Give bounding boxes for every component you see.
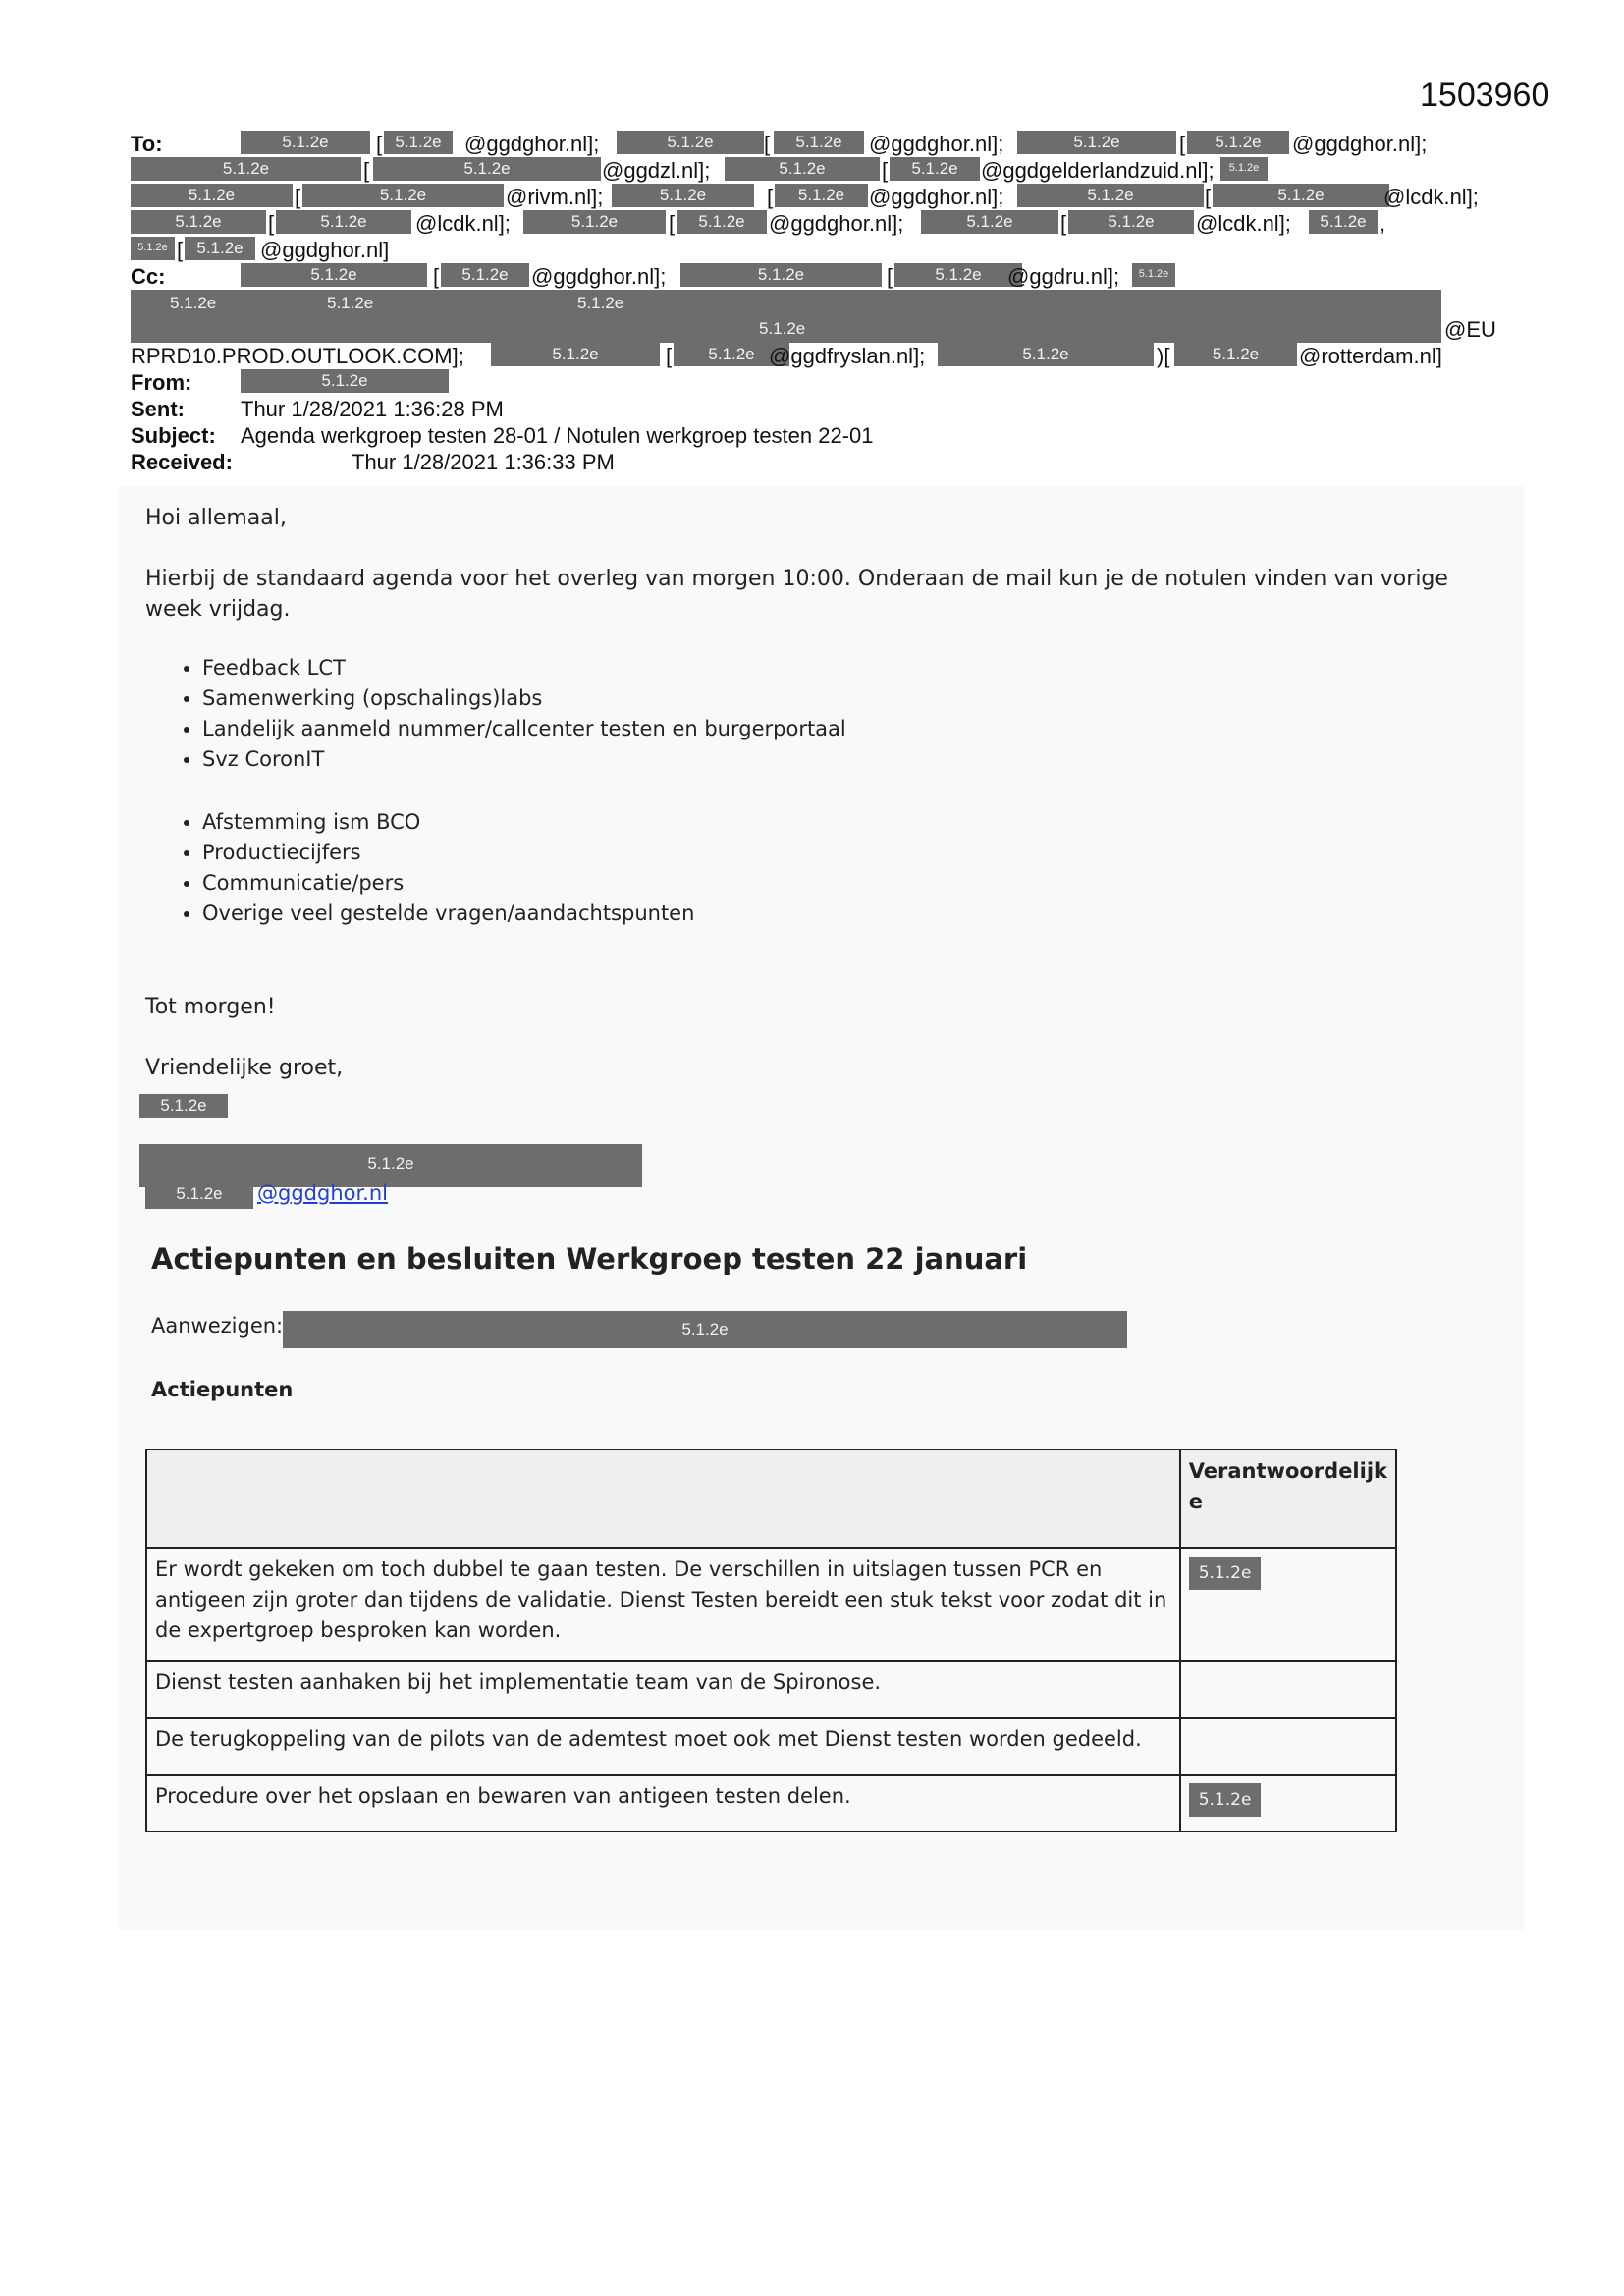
redaction: 5.1.2e [491,343,660,366]
redaction: 5.1.2e [241,369,449,393]
sent-label: Sent: [131,397,185,421]
subject-line [131,422,1505,449]
responsible-cell [1180,1548,1396,1661]
agenda-item: • Afstemming ism BCO [202,807,694,838]
email-body [118,486,1524,1930]
recipient-domain: @ggdghor.nl]; [464,132,600,156]
recipient-domain: @lcdk.nl]; [1196,211,1291,236]
action-text: Procedure over het opslaan en bewaren van antigeen testen delen. [146,1775,1180,1831]
agenda-item: • Svz CoronIT [202,744,846,775]
received-label: Received: [131,450,233,474]
subject-value: Agenda werkgroep testen 28-01 / Notulen werkgroep testen 22-01 [241,423,874,448]
redaction: 5.1.2e [131,237,175,260]
recipient-domain: @ggdgelderlandzuid.nl]; [981,158,1215,183]
signature-redaction: 5.1.2e [139,1094,228,1118]
table-row [146,1548,1396,1661]
email-header [131,131,1505,475]
agenda-item: • Feedback LCT [202,653,846,683]
redaction: 5.1.2e [131,210,266,234]
redaction: 5.1.2e [523,210,666,234]
agenda-item: • Samenwerking (opschalings)labs [202,683,846,714]
received-value: Thur 1/28/2021 1:36:33 PM [352,450,615,474]
redaction: 5.1.2e [1017,131,1176,154]
recipient-domain: @ggdghor.nl]; [769,211,904,236]
recipient-domain: @ggdghor.nl]; [1292,132,1428,156]
to-line-3: 5.1.2e [ 5.1.2e @rivm.nl]; 5.1.2e [ 5.1.2e @ggdghor.nl]; 5.1.2e [ 5.1.2e @lcdk.nl]; [131,184,1505,210]
action-items-table [145,1449,1397,1832]
redaction: 5.1.2e [441,263,529,287]
redaction: 5.1.2e [612,184,754,207]
redaction: 5.1.2e [938,343,1154,366]
from-line [131,369,1505,396]
to-label: To: [131,132,163,156]
redaction: 5.1.2e [1068,210,1194,234]
responsible-cell [1180,1718,1396,1775]
attendees-label: Aanwezigen: [151,1314,284,1338]
greeting: Hoi allemaal, [145,506,287,530]
from-label: From: [131,370,192,395]
recipient-domain: @ggdghor.nl] [260,238,390,262]
redaction: 5.1.2e [1174,343,1297,366]
action-text: De terugkoppeling van de pilots van de ademtest moet ook met Dienst testen worden gedeeld. [146,1718,1180,1775]
redaction: 5.1.2e [680,263,882,287]
agenda-item: • Overige veel gestelde vragen/aandachtspunten [202,899,694,929]
recipient-domain: @lcdk.nl]; [1383,185,1479,209]
recipient-domain: , [1380,211,1386,236]
agenda-item: • Productiecijfers [202,838,694,868]
redaction: 5.1.2e [241,263,427,287]
redaction: 5.1.2e [276,210,411,234]
sent-line [131,396,1505,422]
redaction: 5.1.2e [185,237,255,260]
redaction: 5.1.2e [131,184,293,207]
to-line-2: 5.1.2e [ 5.1.2e @ggdzl.nl]; 5.1.2e [ 5.1.2e @ggdgelderlandzuid.nl]; 5.1.2e [131,157,1505,184]
redaction: 5.1.2e [1213,184,1389,207]
agenda-item: • Landelijk aanmeld nummer/callcenter testen en burgerportaal [202,714,846,744]
action-text: Er wordt gekeken om toch dubbel te gaan testen. De verschillen in uitslagen tussen PCR en antigeen zijn groter dan tijdens de validatie. Dienst Testen bereidt een stuk tekst voor zodat dit in de expertgroep besproken kan worden. [146,1548,1180,1661]
redaction: 5.1.2e [674,343,789,366]
document-id: 1503960 [1420,77,1550,114]
redaction: 5.1.2e [677,210,767,234]
redaction: 5.1.2e [1187,131,1289,154]
redaction: 5.1.2e [725,157,880,181]
redaction: 5.1.2e [775,184,868,207]
redaction: 5.1.2e [894,263,1022,287]
recipient-domain: @ggdghor.nl]; [531,264,667,289]
responsible-cell [1180,1661,1396,1718]
recipient-domain: @rivm.nl]; [506,185,604,209]
received-line [131,449,1505,475]
agenda-list-1 [173,653,846,775]
intro-text: Hierbij de standaard agenda voor het overleg van morgen 10:00. Onderaan de mail kun je de notulen vinden van vorige week vrijdag. [145,567,1448,622]
table-row [146,1718,1396,1775]
recipient-domain: @lcdk.nl]; [415,211,511,236]
redaction: 5.1.2e [1017,184,1204,207]
table-row [146,1661,1396,1718]
attendees-redaction: 5.1.2e [283,1311,1127,1348]
redaction: 5.1.2e [890,157,980,181]
agenda-item: • Communicatie/pers [202,868,694,899]
subject-label: Subject: [131,423,216,448]
table-row [146,1775,1396,1831]
signature-redaction-block: 5.1.2e [139,1144,642,1187]
recipient-domain: RPRD10.PROD.OUTLOOK.COM]; [131,344,464,368]
recipient-domain: @ggdghor.nl]; [869,132,1004,156]
redaction: 5.1.2e [241,131,370,154]
action-text: Dienst testen aanhaken bij het implementatie team van de Spironose. [146,1661,1180,1718]
to-line-5: 5.1.2e [ 5.1.2e @ggdghor.nl] [131,237,1505,263]
regards-text: Vriendelijke groet, [145,1056,344,1080]
agenda-list-2 [173,807,694,929]
table-header-row [146,1449,1396,1548]
recipient-domain: @ggdru.nl]; [1007,264,1120,289]
closing-text: Tot morgen! [145,995,276,1019]
redaction: 5.1.2e [1132,263,1175,287]
cc-line-2: 5.1.2e 5.1.2e 5.1.2e 5.1.2e @EU [131,290,1505,343]
redaction: 5.1.2e [131,157,361,181]
redaction: 5.1.2e [1220,157,1268,181]
to-line-4: 5.1.2e [ 5.1.2e @lcdk.nl]; 5.1.2e [ 5.1.2e @ggdghor.nl]; 5.1.2e [ 5.1.2e @lcdk.nl]; 5.1.2e , [131,210,1505,237]
section-label: Actiepunten [151,1378,294,1401]
recipient-domain: @EU [1444,317,1496,342]
table-header-action [146,1449,1180,1548]
redaction: 5.1.2e [302,184,504,207]
responsible-redaction: 5.1.2e [1189,1557,1262,1590]
recipient-domain: @ggdghor.nl]; [869,185,1004,209]
redaction: 5.1.2e [617,131,764,154]
redaction: 5.1.2e [774,131,864,154]
responsible-redaction: 5.1.2e [1189,1783,1262,1817]
recipient-domain: @rotterdam.nl] [1299,344,1442,368]
cc-label: Cc: [131,264,166,289]
redaction: 5.1.2e [921,210,1058,234]
cc-line-3: RPRD10.PROD.OUTLOOK.COM]; 5.1.2e [ 5.1.2e @ggdfryslan.nl]; 5.1.2e )[ 5.1.2e @rotterdam.nl] [131,344,1442,368]
sent-value: Thur 1/28/2021 1:36:28 PM [241,397,504,421]
redaction: 5.1.2e [373,157,601,181]
redaction: 5.1.2e [384,131,453,154]
responsible-cell [1180,1775,1396,1831]
recipient-domain: @ggdfryslan.nl]; [769,344,926,368]
cc-line-1: Cc: 5.1.2e [ 5.1.2e @ggdghor.nl]; 5.1.2e [ 5.1.2e @ggdru.nl]; 5.1.2e [131,263,1505,290]
table-header-responsible: Verantwoordelijk e [1180,1449,1396,1548]
signature-redaction: 5.1.2e [145,1179,253,1209]
to-line-1: To: 5.1.2e [ 5.1.2e @ggdghor.nl]; 5.1.2e [ 5.1.2e @ggdghor.nl]; 5.1.2e [ 5.1.2e @ggdghor.nl]; [131,132,1428,156]
signature-email-link[interactable]: @ggdghor.nl [257,1181,389,1205]
recipient-domain: @ggdzl.nl]; [602,158,711,183]
minutes-title: Actiepunten en besluiten Werkgroep testen 22 januari [151,1242,1028,1276]
redaction: 5.1.2e [1309,210,1378,234]
